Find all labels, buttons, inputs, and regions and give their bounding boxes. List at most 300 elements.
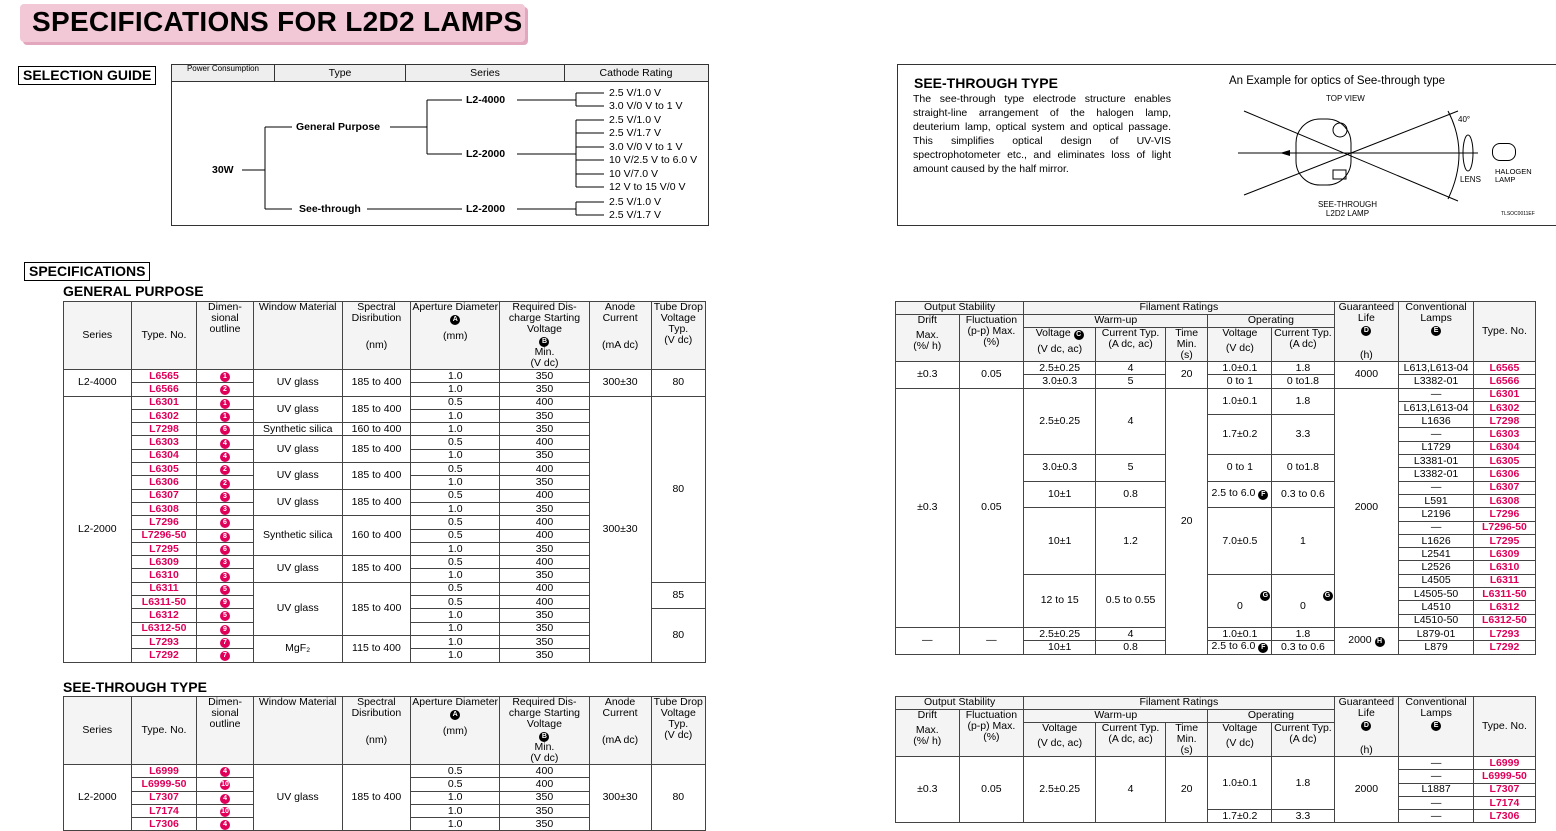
conventional-cell: L1626 <box>1399 534 1474 547</box>
dim-cell <box>197 609 253 622</box>
time-cell: 20 <box>1165 757 1207 823</box>
st-col-ovoltage <box>1208 723 1272 757</box>
discharge-cell: 400 <box>500 556 589 569</box>
st-col-aperture <box>411 697 500 765</box>
st-col-life <box>1334 697 1399 757</box>
cell-value: 1.8 <box>1295 361 1311 374</box>
window-cell: UV glass <box>253 396 342 423</box>
type-cell: L7292 <box>1473 641 1535 654</box>
time-unit: (s) <box>1180 349 1193 361</box>
aperture-cell: 0.5 <box>411 463 500 476</box>
dim-cell <box>197 542 253 555</box>
type-cell: L7307 <box>131 791 197 804</box>
selection-guide-label: SELECTION GUIDE <box>18 66 156 85</box>
spectral-cell: 185 to 400 <box>342 556 410 583</box>
table-row <box>896 627 1536 640</box>
drift-cell: ±0.3 <box>896 362 960 389</box>
rating-st-2: 2.5 V/1.7 V <box>609 209 661 221</box>
discharge-cell: 400 <box>500 489 589 502</box>
col-operating: Operating <box>1208 315 1334 328</box>
outline-number-icon: 10 <box>221 808 229 816</box>
wcurrent-unit: (A dc, ac) <box>1108 338 1153 350</box>
cell-value: 0.3 to 0.6 <box>1281 487 1325 500</box>
type-cell: L6999 <box>131 765 197 778</box>
spectral-cell: 160 to 400 <box>342 516 410 556</box>
rating-2000-2: 2.5 V/1.7 V <box>609 127 661 139</box>
dim-cell <box>197 423 253 436</box>
spectral-cell: 185 to 400 <box>342 436 410 463</box>
spectral-cell: 185 to 400 <box>342 396 410 423</box>
lamp-label: SEE-THROUGH L2D2 LAMP <box>1317 200 1378 218</box>
st-time-unit: (s) <box>1180 744 1193 756</box>
conventional-cell: L1887 <box>1399 783 1474 796</box>
outline-number-icon: 1 <box>220 399 230 409</box>
header-type: Type <box>328 67 352 79</box>
dim-cell <box>197 649 253 662</box>
time-cell: 20 <box>1165 388 1207 654</box>
discharge-cell: 350 <box>500 423 589 436</box>
outline-number-icon: 2 <box>220 465 230 475</box>
outline-number-icon: 6 <box>220 425 230 435</box>
outline-number-icon: 8 <box>220 532 230 542</box>
type-cell: L6565 <box>1473 362 1535 375</box>
type-cell: L6310 <box>131 569 197 582</box>
type-cell: L6307 <box>1473 481 1535 494</box>
st-col-fluct <box>959 710 1024 757</box>
table-row <box>896 388 1536 401</box>
dim-cell <box>197 463 253 476</box>
outline-number-icon: 3 <box>220 492 230 502</box>
warmup-current-cell: 0.5 to 0.55 <box>1096 574 1166 627</box>
outline-number-icon: 7 <box>220 638 230 648</box>
note-a-icon: A <box>450 315 460 325</box>
col-warmup: Warm-up <box>1024 315 1208 328</box>
operating-current-cell <box>1272 481 1334 508</box>
aperture-cell: 0.5 <box>411 436 500 449</box>
st-aperture-text: Aperture Diameter <box>412 696 499 708</box>
type-cell: L6311-50 <box>1473 588 1535 601</box>
type-cell: L6309 <box>131 556 197 569</box>
col-tube <box>651 302 705 370</box>
aperture-cell: 1.0 <box>411 409 500 422</box>
see-through-heading: SEE-THROUGH TYPE <box>914 75 1058 91</box>
operating-current-cell <box>1272 641 1334 654</box>
dim-cell <box>197 635 253 648</box>
aperture-cell: 1.0 <box>411 818 500 831</box>
note-c-icon: C <box>1074 330 1084 340</box>
discharge-cell: 350 <box>500 622 589 635</box>
rating-2000-1: 2.5 V/1.0 V <box>609 114 661 126</box>
conventional-cell: L3381-01 <box>1399 455 1474 468</box>
st-wcurrent-text: Current Typ. <box>1101 722 1160 734</box>
aperture-cell: 1.0 <box>411 791 500 804</box>
col-aperture <box>411 302 500 370</box>
outline-number-icon: 6 <box>220 518 230 528</box>
discharge-cell: 350 <box>500 409 589 422</box>
type-cell: L6312 <box>131 609 197 622</box>
conventional-cell: L613,L613-04 <box>1399 362 1474 375</box>
col-ovoltage <box>1208 328 1272 362</box>
conventional-cell: L1636 <box>1399 415 1474 428</box>
col-wvoltage <box>1024 328 1096 362</box>
dim-cell <box>197 516 253 529</box>
outline-number-icon: 3 <box>220 558 230 568</box>
st-drift-unit: (%/ h) <box>913 735 942 747</box>
st-col-time <box>1165 723 1207 757</box>
operating-current-cell: 3.3 <box>1272 810 1334 823</box>
anode-cell: 300±30 <box>589 370 651 397</box>
wvoltage-unit: (V dc, ac) <box>1037 343 1083 355</box>
st-conv-text: Conventional Lamps <box>1405 696 1467 719</box>
type-cell: L6311 <box>131 582 197 595</box>
rating-st-1: 2.5 V/1.0 V <box>609 196 661 208</box>
note-e-icon: E <box>1431 326 1441 336</box>
spectral-cell: 185 to 400 <box>342 582 410 635</box>
st-time-text: Time Min. <box>1175 722 1199 745</box>
outline-number-icon: 5 <box>220 585 230 595</box>
operating-voltage-cell <box>1208 455 1272 482</box>
st-left-body <box>64 765 706 831</box>
anode-text: Anode Current <box>602 301 638 324</box>
type-see-through: See-through <box>299 203 361 215</box>
general-purpose-label: GENERAL PURPOSE <box>63 283 204 299</box>
discharge-cell: 350 <box>500 476 589 489</box>
fluct-cell: 0.05 <box>959 388 1024 627</box>
conventional-cell: L2196 <box>1399 508 1474 521</box>
aperture-cell: 0.5 <box>411 516 500 529</box>
aperture-cell: 1.0 <box>411 449 500 462</box>
page-title: SPECIFICATIONS FOR L2D2 LAMPS <box>32 6 523 37</box>
rating-2000-3: 3.0 V/0 V to 1 V <box>609 141 683 153</box>
col-dim: Dimen- sional outline <box>197 302 253 370</box>
diagram-title: An Example for optics of See-through type <box>1229 75 1446 87</box>
aperture-cell: 1.0 <box>411 542 500 555</box>
discharge-cell: 350 <box>500 609 589 622</box>
see-through-label: SEE-THROUGH TYPE <box>63 679 207 695</box>
life-unit: (h) <box>1359 349 1373 361</box>
tube-cell: 80 <box>651 370 705 397</box>
window-cell: UV glass <box>253 436 342 463</box>
window-cell: UV glass <box>253 556 342 583</box>
st-right-body <box>896 757 1536 823</box>
aperture-cell: 1.0 <box>411 370 500 383</box>
col-ocurrent <box>1272 328 1334 362</box>
discharge-cell: 400 <box>500 529 589 542</box>
type-cell: L6305 <box>131 463 197 476</box>
operating-current-cell <box>1272 508 1334 574</box>
st-ocurrent-unit: (A dc) <box>1289 733 1317 745</box>
st-col-operating: Operating <box>1208 710 1334 723</box>
cell-value: 0 to 1 <box>1226 374 1254 387</box>
dim-cell <box>197 778 253 791</box>
st-wvoltage-unit: (V dc, ac) <box>1037 737 1083 749</box>
aperture-cell: 1.0 <box>411 502 500 515</box>
aperture-cell: 0.5 <box>411 596 500 609</box>
conventional-cell: — <box>1399 481 1474 494</box>
window-cell: UV glass <box>253 582 342 635</box>
spectral-cell: 115 to 400 <box>342 635 410 662</box>
aperture-unit: (mm) <box>443 330 468 342</box>
type-cell: L7296 <box>131 516 197 529</box>
header-series: Series <box>405 65 565 81</box>
operating-voltage-cell <box>1208 641 1272 654</box>
drift-text: Drift <box>917 314 937 326</box>
aperture-cell: 0.5 <box>411 582 500 595</box>
col-output: Output Stability <box>896 302 1024 315</box>
outline-number-icon: 4 <box>220 794 230 804</box>
discharge-cell: 400 <box>500 765 589 778</box>
window-cell: UV glass <box>253 489 342 516</box>
window-cell: Synthetic silica <box>253 516 342 556</box>
col-anode <box>589 302 651 370</box>
rating-2000-6: 12 V to 15 V/0 V <box>609 181 686 193</box>
cell-value: 0 <box>1300 600 1306 613</box>
life-text: Guaranteed Life <box>1338 301 1395 324</box>
table-row <box>64 765 706 778</box>
outline-number-icon: 4 <box>220 767 230 777</box>
aperture-cell: 1.0 <box>411 635 500 648</box>
dim-cell <box>197 396 253 409</box>
conventional-cell: — <box>1399 521 1474 534</box>
st-col-type-right: Type. No. <box>1473 697 1535 757</box>
aperture-cell: 1.0 <box>411 569 500 582</box>
conventional-cell: L1729 <box>1399 441 1474 454</box>
st-ovoltage-unit: (V dc) <box>1225 737 1254 749</box>
cell-value: 1 <box>1300 534 1306 547</box>
operating-current-cell <box>1272 455 1334 482</box>
note-g-icon: G <box>1323 591 1333 601</box>
discharge-cell: 400 <box>500 516 589 529</box>
conventional-cell: L2541 <box>1399 548 1474 561</box>
anode-cell: 300±30 <box>589 396 651 662</box>
conventional-cell: L3382-01 <box>1399 468 1474 481</box>
discharge-cell: 350 <box>500 791 589 804</box>
power-30w: 30W <box>212 164 234 176</box>
type-cell: L7174 <box>131 804 197 817</box>
discharge-cell: 350 <box>500 502 589 515</box>
dim-cell <box>197 556 253 569</box>
discharge-cell: 400 <box>500 436 589 449</box>
st-spectral-unit: (nm) <box>365 734 388 746</box>
ovoltage-text: Voltage <box>1222 327 1258 339</box>
outline-number-icon: 5 <box>220 611 230 621</box>
type-cell: L6308 <box>131 502 197 515</box>
spectral-text: Spectral Disribution <box>351 301 402 324</box>
aperture-cell: 1.0 <box>411 423 500 436</box>
st-note-b-icon: B <box>539 732 549 742</box>
halogen-label: HALOGEN LAMP <box>1495 167 1532 184</box>
conventional-cell: — <box>1399 757 1474 770</box>
col-wcurrent <box>1096 328 1166 362</box>
aperture-cell: 0.5 <box>411 529 500 542</box>
type-cell: L7295 <box>131 542 197 555</box>
st-col-warmup: Warm-up <box>1024 710 1208 723</box>
type-cell: L6306 <box>131 476 197 489</box>
cell-value: 0 to1.8 <box>1286 374 1319 387</box>
conventional-cell: — <box>1399 810 1474 823</box>
see-through-box <box>897 64 1556 226</box>
spectral-cell: 185 to 400 <box>342 489 410 516</box>
warmup-current-cell: 4 <box>1096 362 1166 375</box>
discharge-cell: 350 <box>500 569 589 582</box>
dim-cell <box>197 489 253 502</box>
fluct-cell: 0.05 <box>959 362 1024 389</box>
type-cell: L6999 <box>1473 757 1535 770</box>
warmup-current-cell: 5 <box>1096 375 1166 388</box>
st-col-drift <box>896 710 960 757</box>
warmup-current-cell: 4 <box>1096 388 1166 454</box>
dim-cell <box>197 622 253 635</box>
st-drift-max: Max. <box>915 724 939 736</box>
st-col-conv <box>1399 697 1474 757</box>
warmup-voltage-cell: 2.5±0.25 <box>1024 627 1096 640</box>
operating-voltage-cell: 1.7±0.2 <box>1208 810 1272 823</box>
drift-cell: ±0.3 <box>896 757 960 823</box>
table-row <box>896 757 1536 770</box>
conventional-cell: L879-01 <box>1399 627 1474 640</box>
st-drift-text: Drift <box>917 709 937 721</box>
st-aperture-unit: (mm) <box>442 725 468 737</box>
col-type: Type. No. <box>131 302 197 370</box>
conventional-cell: L591 <box>1399 494 1474 507</box>
outline-number-icon: 4 <box>220 439 230 449</box>
operating-voltage-cell <box>1208 481 1272 508</box>
ocurrent-unit: (A dc) <box>1289 338 1317 350</box>
time-text: Time Min. <box>1175 327 1199 350</box>
outline-number-icon: 9 <box>220 598 230 608</box>
type-cell: L6301 <box>131 396 197 409</box>
dim-cell <box>197 596 253 609</box>
dim-cell <box>197 818 253 831</box>
series-l2-2000: L2-2000 <box>466 148 506 160</box>
warmup-voltage-cell: 3.0±0.3 <box>1024 375 1096 388</box>
type-cell: L6303 <box>1473 428 1535 441</box>
diagram-code: TLSOC0011EF <box>1501 211 1535 217</box>
st-col-spectral <box>342 697 410 765</box>
window-cell: UV glass <box>253 370 342 397</box>
col-filament: Filament Ratings <box>1024 302 1334 315</box>
cell-value: 1.0±0.1 <box>1222 361 1258 374</box>
tube-text: Tube Drop Voltage Typ. <box>653 301 703 335</box>
type-cell: L6312-50 <box>1473 614 1535 627</box>
aperture-cell: 0.5 <box>411 765 500 778</box>
st-col-dim: Dimen- sional outline <box>197 697 253 765</box>
life-cell <box>1334 627 1399 654</box>
col-time <box>1165 328 1207 362</box>
tube-cell: 80 <box>651 396 705 582</box>
type-cell: L6301 <box>1473 388 1535 401</box>
ocurrent-text: Current Typ. <box>1274 327 1332 339</box>
st-note-d-icon: D <box>1361 721 1371 731</box>
warmup-voltage-cell: 10±1 <box>1024 641 1096 654</box>
cell-value: 1.8 <box>1295 627 1311 640</box>
warmup-current-cell: 5 <box>1096 455 1166 482</box>
ovoltage-unit: (V dc) <box>1225 342 1254 354</box>
fluct-text: Fluctuation (p-p) Max. <box>965 314 1018 337</box>
cell-value: 2.5 to 6.0 <box>1211 487 1256 500</box>
life-cell: 4000 <box>1334 362 1399 389</box>
see-through-text: The see-through type electrode structure enables straight-line arrangement of the halogen lamp, deuterium lamp, optical system and optical passage. This simplifies optical design of UV-VIS spectrophotometer etc., and eliminates loss of light amount caused by the half mirror. <box>913 93 1171 175</box>
cell-value: 0 <box>1236 600 1243 613</box>
discharge-cell: 400 <box>500 582 589 595</box>
warmup-current-cell: 4 <box>1096 757 1166 823</box>
st-ovoltage-text: Voltage <box>1222 722 1258 734</box>
type-cell: L7292 <box>131 649 197 662</box>
dim-cell <box>197 383 253 396</box>
discharge-cell: 350 <box>500 804 589 817</box>
tube-cell: 80 <box>651 609 705 662</box>
st-anode-text: Anode Current <box>602 696 638 719</box>
warmup-voltage-cell: 3.0±0.3 <box>1024 455 1096 482</box>
type-cell: L6305 <box>1473 455 1535 468</box>
wcurrent-text: Current Typ. <box>1101 327 1160 339</box>
discharge-cell: 350 <box>500 635 589 648</box>
warmup-voltage-cell: 2.5±0.25 <box>1024 388 1096 454</box>
conventional-cell: — <box>1399 770 1474 783</box>
cell-value: 1.0±0.1 <box>1222 394 1258 407</box>
conventional-cell: L3382-01 <box>1399 375 1474 388</box>
gp-right-body <box>896 362 1536 655</box>
discharge-cell: 400 <box>500 463 589 476</box>
col-conv <box>1399 302 1474 362</box>
type-cell: L7296-50 <box>131 529 197 542</box>
series-cell: L2-2000 <box>64 765 132 831</box>
drift-cell: ±0.3 <box>896 388 960 627</box>
st-col-discharge <box>500 697 589 765</box>
type-cell: L6999-50 <box>1473 770 1535 783</box>
operating-current-cell <box>1272 375 1334 388</box>
rating-4000-1: 2.5 V/1.0 V <box>609 87 661 99</box>
conv-text: Conventional Lamps <box>1405 301 1467 324</box>
warmup-current-cell: 4 <box>1096 627 1166 640</box>
operating-voltage-cell <box>1208 375 1272 388</box>
discharge-unit: (V dc) <box>530 357 559 369</box>
anode-cell: 300±30 <box>589 765 651 831</box>
dim-cell <box>197 476 253 489</box>
col-discharge <box>500 302 589 370</box>
fluct-unit: (%) <box>983 336 1000 348</box>
rating-4000-2: 3.0 V/0 V to 1 V <box>609 100 683 112</box>
st-col-filament: Filament Ratings <box>1024 697 1334 710</box>
st-col-ocurrent <box>1272 723 1334 757</box>
header-power: Power Consumption <box>172 65 275 81</box>
cell-value: 1.0±0.1 <box>1222 627 1258 640</box>
warmup-voltage-cell: 10±1 <box>1024 508 1096 574</box>
table-row <box>64 370 706 383</box>
cell-value: 2.5 to 6.0 <box>1211 640 1256 653</box>
warmup-current-cell: 1.2 <box>1096 508 1166 574</box>
outline-number-icon: 2 <box>220 479 230 489</box>
series-l2-2000-st: L2-2000 <box>466 203 506 215</box>
outline-number-icon: 3 <box>220 505 230 515</box>
type-cell: L7298 <box>1473 415 1535 428</box>
col-type-right: Type. No. <box>1473 302 1535 362</box>
st-life-unit: (h) <box>1359 744 1373 756</box>
outline-number-icon: 2 <box>220 385 230 395</box>
type-cell: L6304 <box>131 449 197 462</box>
discharge-cell: 400 <box>500 396 589 409</box>
st-col-anode <box>589 697 651 765</box>
aperture-cell: 0.5 <box>411 396 500 409</box>
note-f-icon: F <box>1258 643 1268 653</box>
drift-cell: — <box>896 627 960 654</box>
st-right-table <box>895 696 1536 823</box>
aperture-cell: 1.0 <box>411 476 500 489</box>
discharge-text: Required Dis- charge Starting Voltage <box>508 301 581 335</box>
st-col-window: Window Material <box>253 697 342 765</box>
note-h-icon: H <box>1375 637 1385 647</box>
cell-value: 0 to 1 <box>1226 461 1254 474</box>
